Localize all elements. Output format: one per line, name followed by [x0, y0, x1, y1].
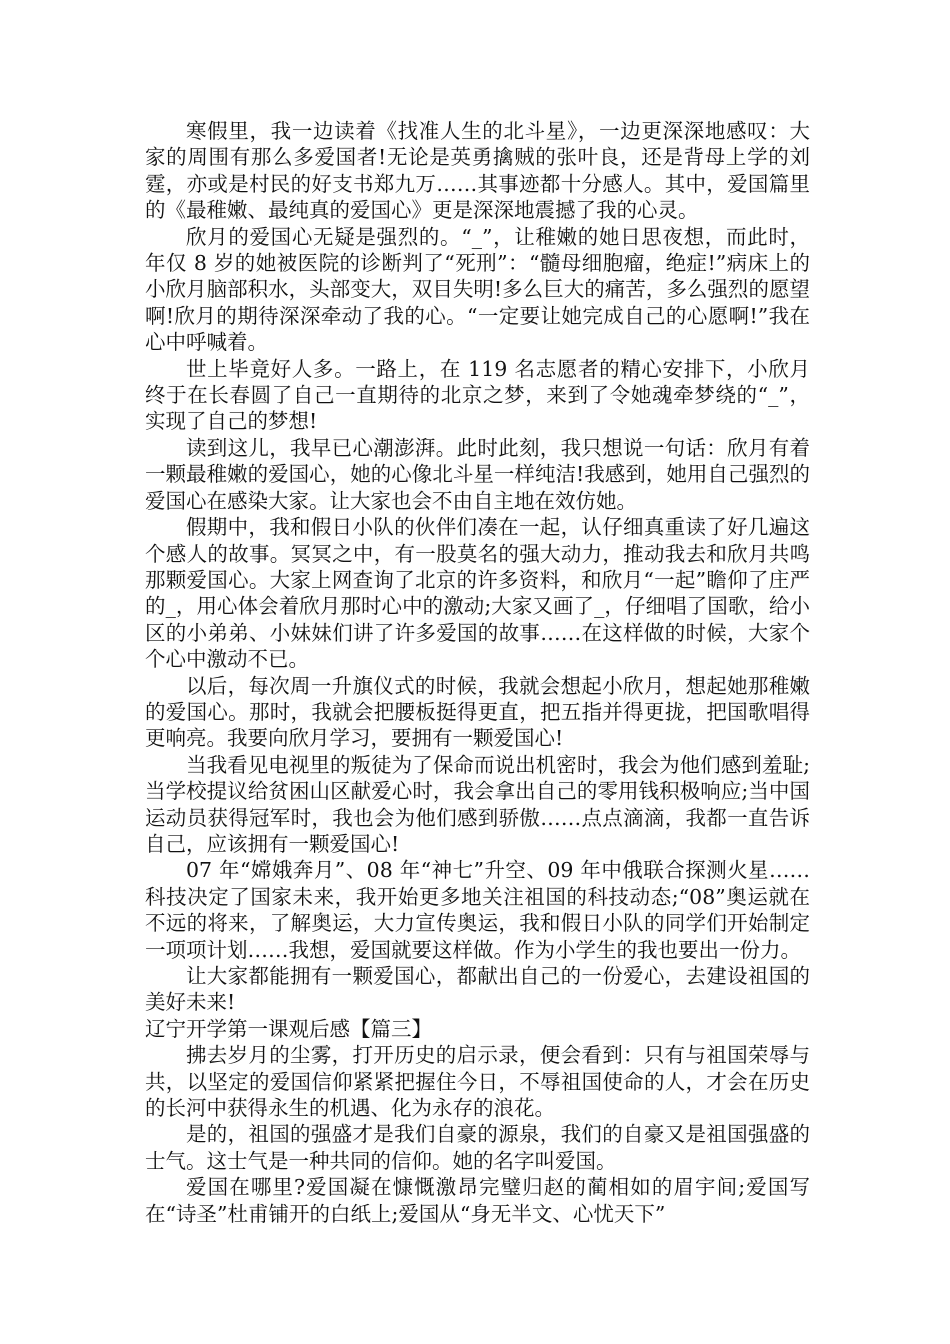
article-body: [145, 118, 810, 1227]
paragraph-12: 是的，祖国的强盛才是我们自豪的源泉，我们的自豪又是祖国强盛的士气。这士气是一种共同的信仰。她的名字叫爱国。: [145, 1122, 810, 1173]
paragraph-7: 当我看见电视里的叛徒为了保命而说出机密时，我会为他们感到羞耻;当学校提议给贫困山区献爱心时，我会拿出自己的零用钱积极响应;当中国运动员获得冠军时，我也会为他们感到骄傲……点点滴滴，我都一直告诉自己，应该拥有一颗爱国心!: [145, 752, 810, 856]
paragraph-5: 假期中，我和假日小队的伙伴们凑在一起，认仔细真重读了好几遍这个感人的故事。冥冥之中，有一股莫名的强大动力，推动我去和欣月共鸣那颗爱国心。大家上网查询了北京的许多资料，和欣月“一起”瞻仰了庄严的_，用心体会着欣月那时心中的激动;大家又画了_，仔细唱了国歌，给小区的小弟弟、小妹妹们讲了许多爱国的故事……在这样做的时候，大家个个心中激动不已。: [145, 515, 810, 672]
paragraph-4: 读到这儿，我早已心潮澎湃。此时此刻，我只想说一句话：欣月有着一颗最稚嫩的爱国心，她的心像北斗星一样纯洁!我感到，她用自己强烈的爱国心在感染大家。让大家也会不由自主地在效仿她。: [145, 435, 810, 513]
paragraph-1: 寒假里，我一边读着《找准人生的北斗星》，一边更深深地感叹：大家的周围有那么多爱国者!无论是英勇擒贼的张叶良，还是背母上学的刘霆，亦或是村民的好支书郑九万……其事迹都十分感人。其中，爱国篇里的《最稚嫩、最纯真的爱国心》更是深深地震撼了我的心灵。: [145, 119, 810, 223]
paragraph-3: 世上毕竟好人多。一路上，在 119 名志愿者的精心安排下，小欣月终于在长春圆了自己一直期待的北京之梦，来到了令她魂牵梦绕的“_”，实现了自己的梦想!: [145, 356, 810, 434]
paragraph-8: 07 年“嫦娥奔月”、08 年“神七”升空、09 年中俄联合探测火星……科技决定了国家未来，我开始更多地关注祖国的科技动态;“08”奥运就在不远的将来，了解奥运，大力宣传奥运，我和假日小队的同学们开始制定一项项计划……我想，爱国就要这样做。作为小学生的我也要出一份力。: [145, 858, 810, 962]
paragraph-9: 让大家都能拥有一颗爱国心，都献出自己的一份爱心，去建设祖国的美好未来!: [145, 964, 810, 1015]
paragraph-13: 爱国在哪里?爱国凝在慷慨激昂完璧归赵的蔺相如的眉宇间;爱国写在“诗圣”杜甫铺开的白纸上;爱国从“身无半文、心忧天下”: [145, 1175, 810, 1226]
paragraph-11: 拂去岁月的尘雾，打开历史的启示录，便会看到：只有与祖国荣辱与共，以坚定的爱国信仰紧紧把握住今日，不辱祖国使命的人，才会在历史的长河中获得永生的机遇、化为永存的浪花。: [145, 1043, 810, 1121]
paragraph-6: 以后，每次周一升旗仪式的时候，我就会想起小欣月，想起她那稚嫩的爱国心。那时，我就会把腰板挺得更直，把五指并得更拢，把国歌唱得更响亮。我要向欣月学习，要拥有一颗爱国心!: [145, 673, 810, 751]
paragraph-2: 欣月的爱国心无疑是强烈的。“_”，让稚嫩的她日思夜想，而此时，年仅 8 岁的她被医院的诊断判了“死刑”：“髓母细胞瘤，绝症!”病床上的小欣月脑部积水，头部变大，双目失明!多么巨大的痛苦，多么强烈的愿望啊!欣月的期待深深牵动了我的心。“一定要让她完成自己的心愿啊!”我在心中呼喊着。: [145, 224, 810, 355]
section-heading: 辽宁开学第一课观后感【篇三】: [145, 1016, 432, 1041]
